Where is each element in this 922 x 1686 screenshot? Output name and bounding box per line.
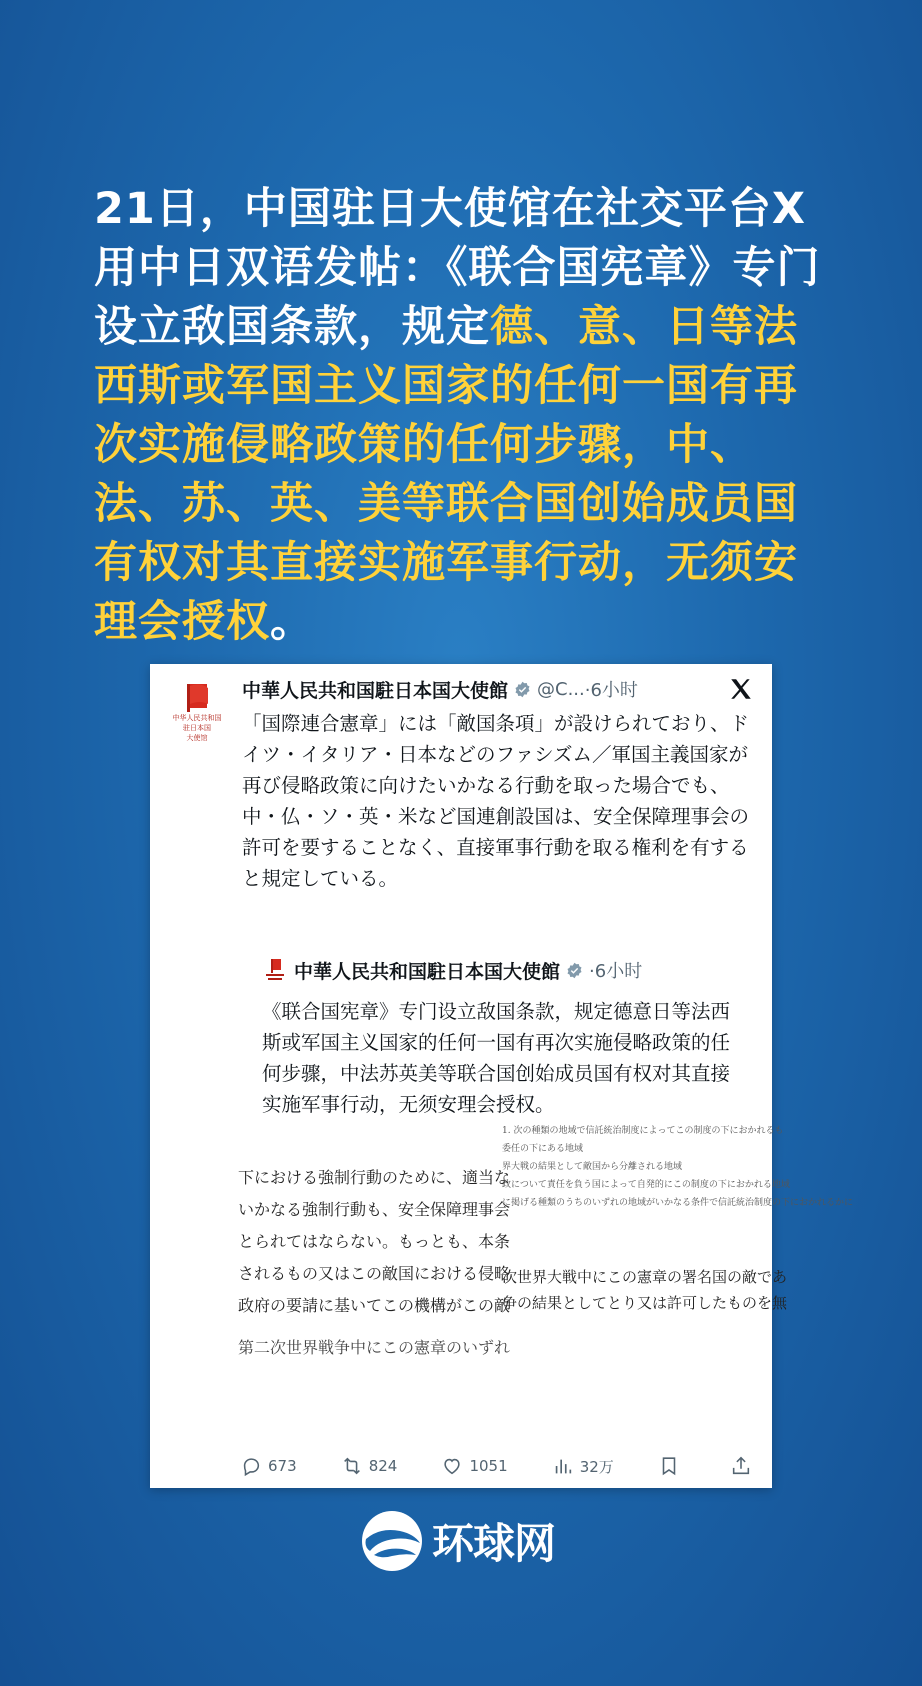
avatar-text-1: 中华人民共和国 xyxy=(172,714,222,722)
author-name[interactable]: 中華人民共和国駐日本国大使館 xyxy=(242,679,509,702)
bookmark-button[interactable] xyxy=(658,1455,686,1477)
embassy-avatar[interactable] xyxy=(166,682,228,752)
doc-right-small-line: 政について責任を負う国によって自発的にこの制度の下におかれる地域 xyxy=(502,1180,790,1190)
doc-right-line: 争の結果としてとり又は許可したものを無 xyxy=(502,1294,788,1312)
avatar-text-3: 大使馆 xyxy=(186,734,208,742)
quote-avatar-emblem-icon xyxy=(262,957,288,983)
repost-count: 824 xyxy=(368,1457,398,1475)
post-header xyxy=(242,674,758,704)
doc-right-small-line: 1. 次の種類の地域で信託統治制度によってこの制度の下におかれるも xyxy=(502,1126,784,1136)
doc-left-line: されるもの又はこの敵国における侵略 xyxy=(238,1264,511,1283)
reply-icon xyxy=(240,1455,262,1477)
tweet-screenshot-card xyxy=(150,664,854,1488)
like-count: 1051 xyxy=(469,1457,508,1475)
quote-author-name[interactable]: 中華人民共和国駐日本国大使館 xyxy=(294,960,561,983)
charter-document-image-right[interactable] xyxy=(502,1122,854,1372)
doc-left-line: いかなる強制行動も、安全保障理事会 xyxy=(238,1200,511,1219)
quoted-post[interactable] xyxy=(262,954,742,1120)
charter-document-image-left[interactable] xyxy=(238,1162,511,1357)
quote-time: ·6小时 xyxy=(589,961,643,982)
like-button[interactable] xyxy=(441,1455,507,1477)
headline-text-highlight: 德、意、日等法西斯或军国主义国家的任何一国有再次实施侵略政策的任何步骤，中、法、苏、英、美等联合国创始成员国有权对其直接实施军事行动，无须安理会授权 xyxy=(94,302,798,647)
doc-right-small-line: に掲げる種類のうちのいずれの地域がいかなる条件で信託統治制度の下におかれるかに xyxy=(502,1198,854,1208)
x-logo-icon[interactable] xyxy=(728,676,754,702)
headline xyxy=(94,180,834,652)
repost-button[interactable] xyxy=(341,1455,398,1477)
huanqiu-logo xyxy=(360,1508,570,1574)
heart-icon xyxy=(441,1455,463,1477)
views-button[interactable] xyxy=(552,1455,614,1477)
share-icon xyxy=(730,1455,752,1477)
repost-icon xyxy=(341,1455,363,1477)
share-button[interactable] xyxy=(730,1455,758,1477)
avatar-text-2: 驻日本国 xyxy=(183,724,211,732)
post-actions-bar xyxy=(240,1454,758,1478)
huanqiu-globe-logo-icon xyxy=(360,1509,424,1573)
views-count: 32万 xyxy=(579,1457,614,1476)
brand-name: 环球网 xyxy=(432,1519,556,1568)
verified-badge-icon xyxy=(514,681,531,698)
doc-left-line: とられてはならない。もっとも、本条 xyxy=(238,1232,511,1251)
bookmark-icon xyxy=(658,1455,680,1477)
doc-left-line: 第二次世界戦争中にこの憲章のいずれ xyxy=(238,1338,511,1357)
doc-left-line: 政府の要請に基いてこの機構がこの敵 xyxy=(238,1296,511,1315)
views-chart-icon xyxy=(552,1455,574,1477)
quote-body-text: 《联合国宪章》专门设立敌国条款，规定德意日等法西斯或军国主义国家的任何一国有再次实施侵略政策的任何步骤，中法苏英美等联合国创始成员国有权对其直接实施军事行动，无须安理会授权。 xyxy=(262,1000,731,1116)
headline-text-white: 21日，中国驻日大使馆在社交平台X用中日双语发帖：《联合国宪章》专门设立敌国条款，规定 xyxy=(94,184,821,352)
quote-header xyxy=(262,954,742,986)
doc-right-small-line: 委任の下にある地域 xyxy=(502,1144,584,1154)
doc-left-line: 下における強制行動のために、適当な xyxy=(238,1168,511,1187)
doc-right-line: 次世界大戦中にこの憲章の署名国の敵であ xyxy=(502,1268,788,1286)
headline-text-end: 。 xyxy=(270,597,314,647)
post-time: ·6小时 xyxy=(584,680,638,701)
post-body-text: 「国際連合憲章」には「敵国条項」が設けられており、ドイツ・イタリア・日本などのファシズム／軍国主義国家が再び侵略政策に向けたいかなる行動を取った場合でも、中・仏・ソ・英・米など国連創設国は、安全保障理事会の許可を要することなく、直接軍事行動を取る権利を有すると規定している。 xyxy=(242,712,750,890)
reply-count: 673 xyxy=(268,1457,297,1475)
quote-verified-badge-icon xyxy=(566,962,583,979)
author-handle[interactable]: @C... xyxy=(537,678,585,700)
doc-right-small-line: 界大戦の結果として敵国から分離される地域 xyxy=(502,1162,683,1172)
reply-button[interactable] xyxy=(240,1455,297,1477)
embassy-emblem-icon xyxy=(166,682,228,752)
